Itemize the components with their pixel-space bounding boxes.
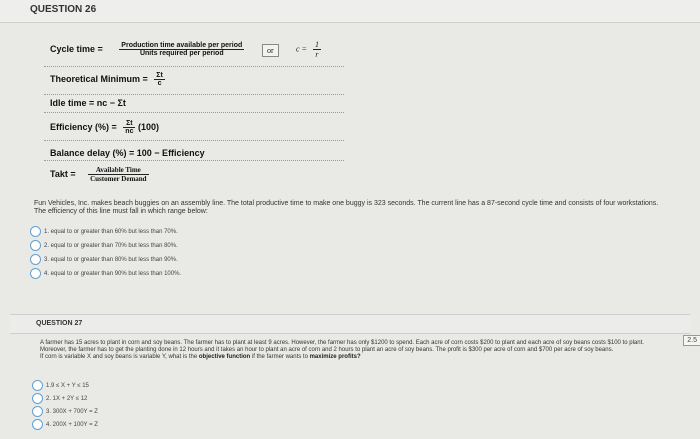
radio-button[interactable] [32,406,43,417]
formula-divider [44,160,344,161]
radio-button[interactable] [30,268,41,279]
formula-divider [44,112,344,113]
question-26-header [0,0,700,23]
theoretical-minimum-numerator: Σt [156,72,163,79]
takt-formula [50,166,149,183]
q27-choice-2[interactable] [32,393,87,404]
question-27-text [40,340,650,361]
choice-label: 3. 300X + 700Y = Z [46,408,98,415]
radio-button[interactable] [32,380,43,391]
cycle-time-formula [50,42,244,57]
choice-label: 1. equal to or greater than 60% but less than 70%. [44,228,178,235]
efficiency-formula [50,120,159,135]
balance-delay-formula: Balance delay (%) = 100 − Efficiency [50,148,205,158]
objective-function-emphasis: objective function [198,354,251,360]
efficiency-label: Efficiency (%) = [50,121,117,132]
q26-choice-3[interactable] [30,254,178,265]
q26-choice-1[interactable] [30,226,178,237]
efficiency-denominator: nc [125,128,134,135]
cycle-rate-label: c = [296,44,307,54]
theoretical-minimum-formula [50,72,165,87]
efficiency-suffix: (100) [137,121,159,132]
idle-time-formula: Idle time = nc − Σt [50,98,126,108]
q26-choice-2[interactable] [30,240,178,251]
maximize-profits-emphasis: maximize profits? [309,354,361,360]
theoretical-minimum-fraction [154,72,165,87]
q27-choice-1[interactable] [32,380,89,391]
question-26-title: QUESTION 26 [30,4,97,15]
cycle-time-label: Cycle time = [50,43,103,54]
choice-label: 4. equal to or greater than 90% but less than 100%. [44,270,182,277]
question-27-title: QUESTION 27 [36,320,83,327]
cycle-rate-denominator: r [315,50,319,59]
radio-button[interactable] [32,393,43,404]
or-box: or [262,44,279,57]
cycle-rate-formula [296,40,321,59]
radio-button[interactable] [30,226,41,237]
question-26-text: Fun Vehicles, Inc. makes beach buggies on an assembly line. The total productive time to make one buggy is 323 seconds. The current line has a 87-second cycle time and consists of four workstations. The efficiency of this line must fall in which range below: [34,200,659,215]
question-27-header [10,314,690,334]
formula-divider [44,140,344,141]
cycle-time-numerator: Production time available per period [121,42,243,49]
choice-label: 1.9 ≤ X + Y ≤ 15 [46,382,89,389]
formula-divider [44,94,344,95]
radio-button[interactable] [30,240,41,251]
takt-fraction [88,166,148,183]
radio-button[interactable] [30,254,41,265]
choice-label: 2. equal to or greater than 70% but less than 80%. [44,242,178,249]
q27-choice-3[interactable] [32,406,98,417]
theoretical-minimum-denominator: c [157,80,162,87]
cycle-time-denominator: Units required per period [139,50,224,57]
q26-choice-4[interactable] [30,268,181,279]
formula-divider [44,66,344,67]
question-27-prompt-mid: if the farmer wants to [251,354,308,360]
q27-choice-4[interactable] [32,419,98,430]
points-badge: 2.5 [683,335,700,346]
choice-label: 4. 200X + 100Y = Z [46,421,98,428]
cycle-rate-numerator: 1 [314,40,319,49]
cycle-rate-fraction [313,40,321,59]
takt-denominator: Customer Demand [90,175,147,183]
question-27-body: A farmer has 15 acres to plant in corn and soy beans. The farmer has to plant at least 9 acres. However, the farmer has only $1200 to spend. Each acre of corn costs $200 to plant and each acre of soy beans costs $100 to plant. Moreover, the farmer has to get the planting done in 12 hours and it takes an hour to plant an acre of corn and 2 hours to plant an acre of soy beans. The profit is $300 per acre of corn and $700 per acre of soy beans. [40,340,644,353]
theoretical-minimum-label: Theoretical Minimum = [50,73,148,84]
takt-numerator: Available Time [88,166,148,175]
efficiency-fraction [123,120,135,135]
question-27-prompt: If corn is variable X and soy beans is variable Y, what is the [40,354,198,360]
radio-button[interactable] [32,419,43,430]
choice-label: 2. 1X + 2Y ≤ 12 [46,395,88,402]
efficiency-numerator: Σt [123,120,135,128]
takt-label: Takt = [50,168,76,179]
choice-label: 3. equal to or greater than 80% but less than 90%. [44,256,178,263]
cycle-time-fraction [119,42,244,57]
